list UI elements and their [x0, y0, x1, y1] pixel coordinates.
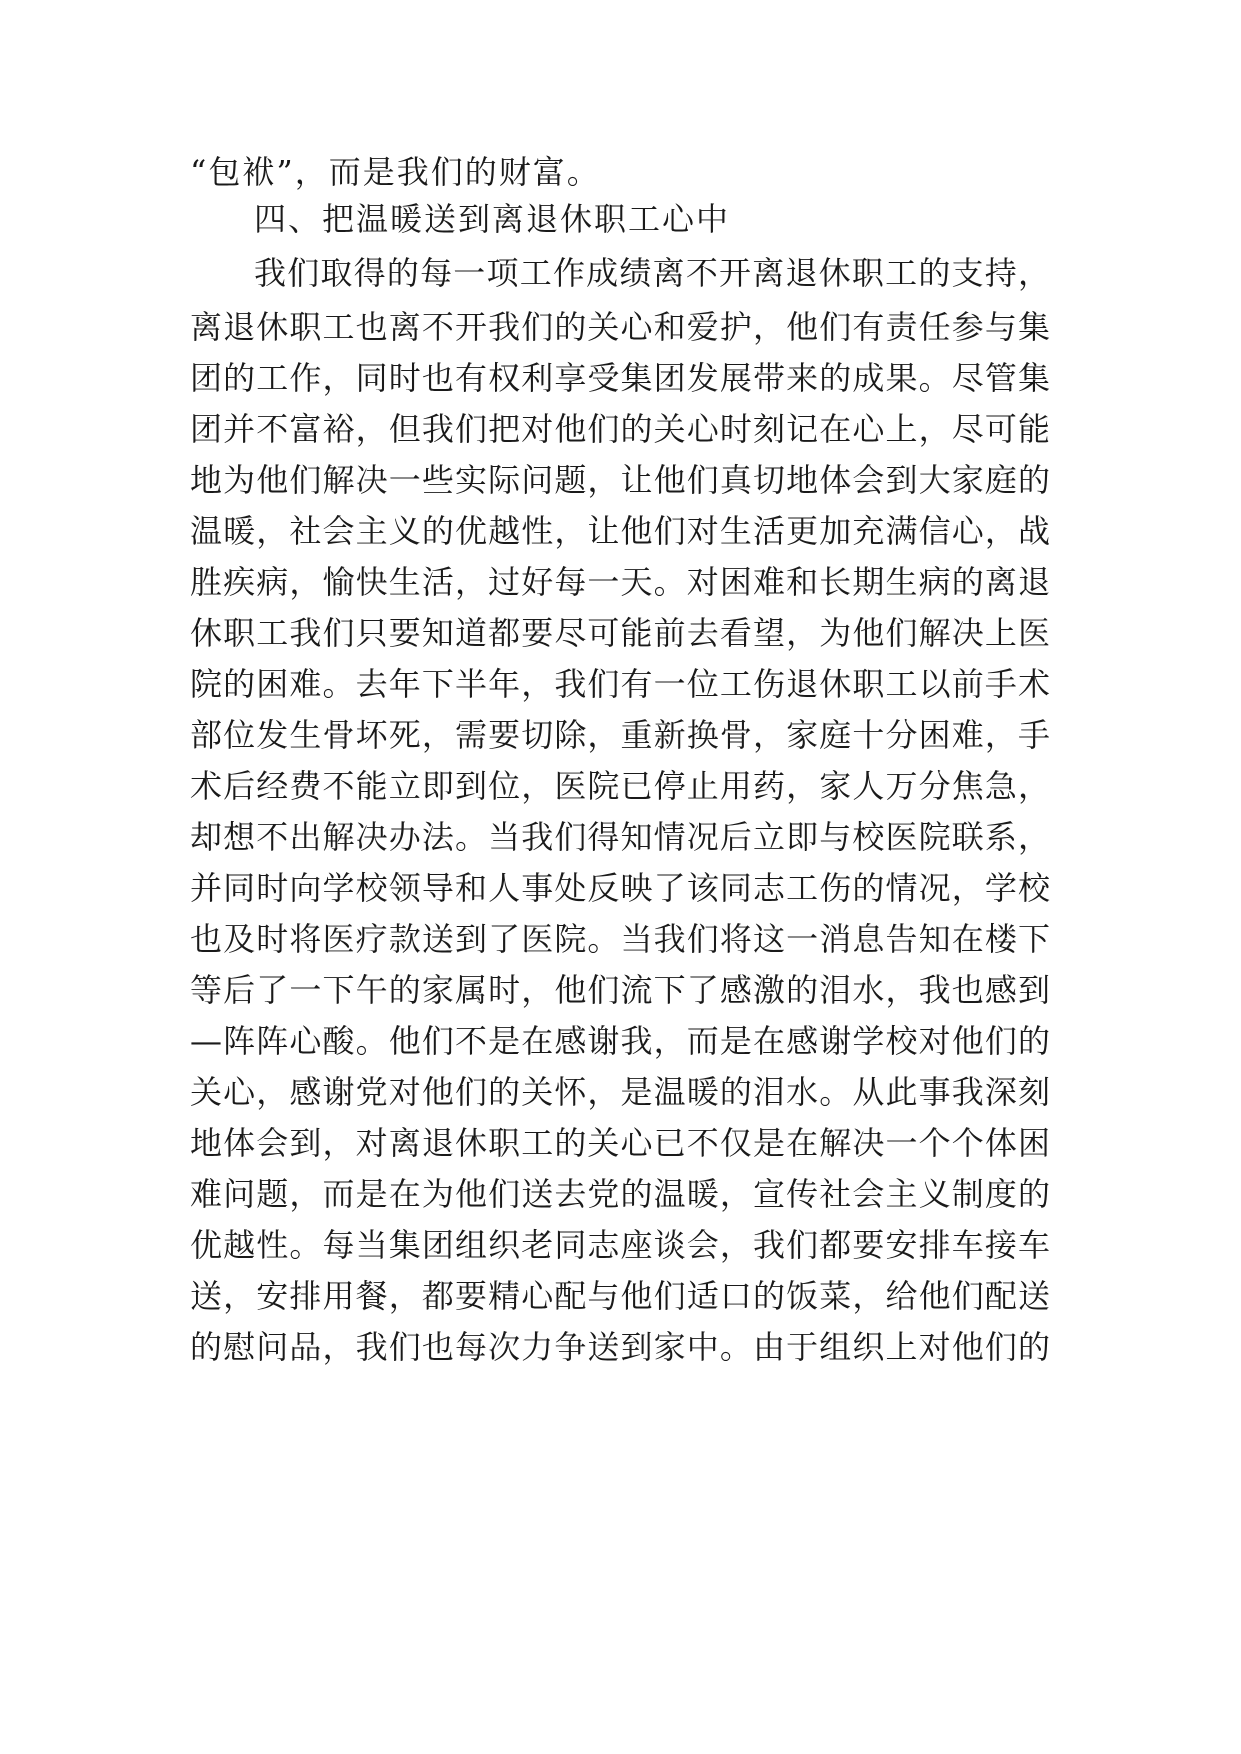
- paragraph-line: 优越性。每当集团组织老同志座谈会，我们都要安排车接车: [190, 1226, 1050, 1264]
- paragraph-line: 术后经费不能立即到位，医院已停止用药，家人万分焦急，: [190, 767, 1050, 805]
- paragraph-line: 却想不出解决办法。当我们得知情况后立即与校医院联系，: [190, 818, 1050, 856]
- paragraph-line: 胜疾病，愉快生活，过好每一天。对困难和长期生病的离退: [190, 563, 1050, 601]
- paragraph-line: 院的困难。去年下半年，我们有一位工伤退休职工以前手术: [190, 665, 1050, 703]
- paragraph-line: 并同时向学校领导和人事处反映了该同志工伤的情况，学校: [190, 869, 1050, 907]
- paragraph-line: —阵阵心酸。他们不是在感谢我，而是在感谢学校对他们的: [190, 1022, 1050, 1060]
- paragraph-line: 团的工作，同时也有权利享受集团发展带来的成果。尽管集: [190, 359, 1050, 397]
- paragraph-line-continued: “包袱”，而是我们的财富。: [190, 153, 601, 191]
- paragraph-line: 送，安排用餐，都要精心配与他们适口的饭菜，给他们配送: [190, 1277, 1050, 1315]
- paragraph-line: 也及时将医疗款送到了医院。当我们将这一消息告知在楼下: [190, 920, 1050, 958]
- paragraph-line: 地为他们解决一些实际问题，让他们真切地体会到大家庭的: [190, 461, 1050, 499]
- paragraph-line: 我们取得的每一项工作成绩离不开离退休职工的支持，: [254, 254, 1050, 292]
- paragraph-line: 团并不富裕，但我们把对他们的关心时刻记在心上，尽可能: [190, 410, 1050, 448]
- paragraph-line: 关心，感谢党对他们的关怀，是温暖的泪水。从此事我深刻: [190, 1073, 1050, 1111]
- paragraph-line: 休职工我们只要知道都要尽可能前去看望，为他们解决上医: [190, 614, 1050, 652]
- paragraph-line: 的慰问品，我们也每次力争送到家中。由于组织上对他们的: [190, 1328, 1050, 1366]
- paragraph-line: 难问题，而是在为他们送去党的温暖，宣传社会主义制度的: [190, 1175, 1050, 1213]
- paragraph-line: 部位发生骨坏死，需要切除，重新换骨，家庭十分困难，手: [190, 716, 1050, 754]
- paragraph-line: 温暖，社会主义的优越性，让他们对生活更加充满信心，战: [190, 512, 1050, 550]
- paragraph-line: 离退休职工也离不开我们的关心和爱护，他们有责任参与集: [190, 308, 1050, 346]
- paragraph-line: 地体会到，对离退休职工的关心已不仅是在解决一个个体困: [190, 1124, 1050, 1162]
- section-heading: 四、把温暖送到离退休职工心中: [254, 200, 731, 238]
- paragraph-line: 等后了一下午的家属时，他们流下了感激的泪水，我也感到: [190, 971, 1050, 1009]
